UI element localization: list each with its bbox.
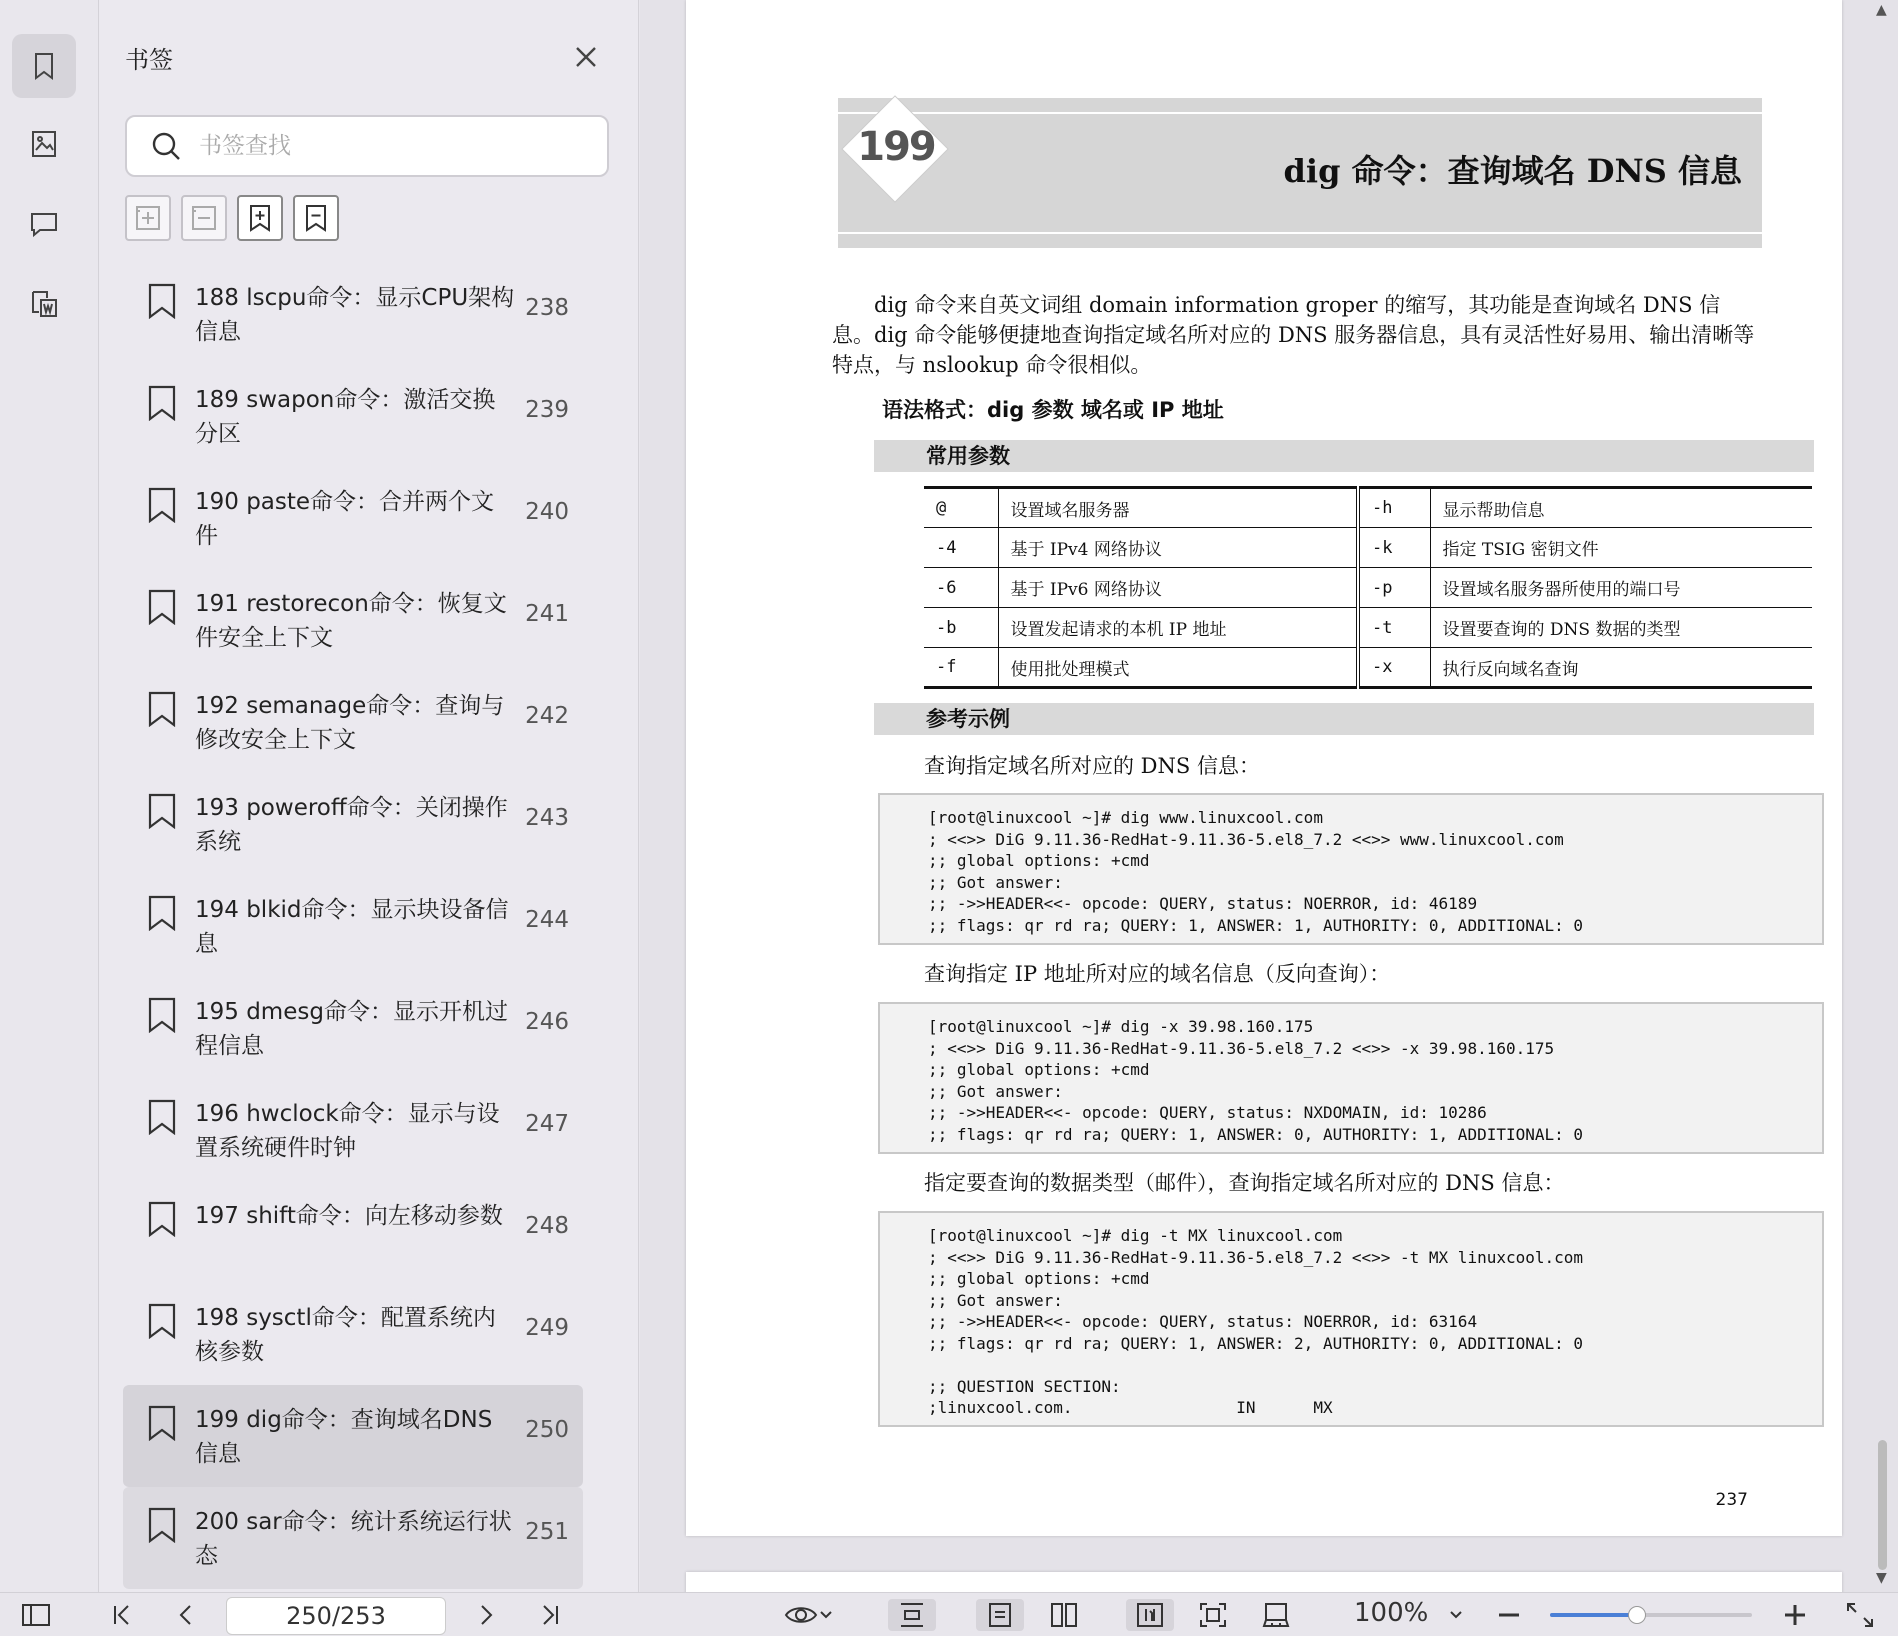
- zoom-slider-fill: [1550, 1613, 1637, 1617]
- scrollbar-thumb[interactable]: [1878, 1440, 1887, 1570]
- bookmark-icon: [147, 895, 177, 931]
- param-desc: 基于 IPv6 网络协议: [998, 568, 1358, 608]
- bookmark-search-input[interactable]: [199, 133, 579, 159]
- two-page-button[interactable]: [1046, 1599, 1082, 1631]
- comment-panel-button[interactable]: [12, 192, 76, 256]
- example-label: 查询指定 IP 地址所对应的域名信息（反向查询）：: [924, 962, 1391, 986]
- bookmark-page: 241: [525, 601, 569, 627]
- param-desc: 基于 IPv4 网络协议: [998, 528, 1358, 568]
- last-page-button[interactable]: [534, 1599, 566, 1631]
- code-block: [root@linuxcool ~]# dig www.linuxcool.com ; <<>> DiG 9.11.36-RedHat-9.11.36-5.el8_7.2 <<>> www.linuxcool.com ;; global options: +cmd ;; Got answer: ;; ->>HEADER<<- opcode: QUERY, status: NOERROR, id: 46189 ;; flags: qr rd ra; QUERY: 1, ANSWER: 1, AUTHORITY: 0, ADDITIONAL: 0: [878, 793, 1824, 945]
- bookmark-icon: [147, 691, 177, 727]
- params-table: [924, 486, 1812, 689]
- code-block: [root@linuxcool ~]# dig -t MX linuxcool.com ; <<>> DiG 9.11.36-RedHat-9.11.36-5.el8_7.2 <<>> -t MX linuxcool.com ;; global options: +cmd ;; Got answer: ;; ->>HEADER<<- opcode: QUERY, status: NOERROR, id: 63164 ;; flags: qr rd ra; QUERY: 1, ANSWER: 2, AUTHORITY: 0, ADDITIONAL: 0 ;; QUESTION SECTION: ;linuxcool.com. IN MX: [878, 1211, 1824, 1427]
- sidebar-icon: [21, 1602, 51, 1628]
- chapter-number: 199: [857, 124, 935, 170]
- bookmark-icon: [28, 50, 60, 82]
- param-option: -p: [1358, 568, 1430, 608]
- param-option: -4: [924, 528, 998, 568]
- bookmark-icon: [147, 793, 177, 829]
- document-viewport: [640, 0, 1898, 1592]
- chevron-down-icon: [818, 1602, 834, 1628]
- chapter-title: dig 命令：查询域名 DNS 信息: [1283, 152, 1742, 190]
- bookmark-page: 239: [525, 397, 569, 423]
- bookmark-label: 196 hwclock命令：显示与设置系统硬件时钟: [195, 1101, 500, 1161]
- bookmark-item[interactable]: [123, 263, 583, 365]
- bookmark-page: 246: [525, 1009, 569, 1035]
- bookmark-label: 197 shift命令：向左移动参数: [195, 1203, 503, 1229]
- param-option: -t: [1358, 608, 1430, 648]
- bookmark-item[interactable]: [123, 671, 583, 773]
- bookmark-page: 243: [525, 805, 569, 831]
- bookmark-icon: [147, 1405, 177, 1441]
- bookmark-item[interactable]: [123, 1079, 583, 1181]
- collapse-all-button[interactable]: [181, 195, 227, 241]
- chevron-left-icon: [174, 1602, 198, 1628]
- param-desc: 执行反向域名查询: [1442, 659, 1579, 680]
- bookmark-page: 240: [525, 499, 569, 525]
- bookmark-item[interactable]: [123, 467, 583, 569]
- bookmark-label: 190 paste命令：合并两个文件: [195, 489, 495, 549]
- bookmark-icon: [147, 1201, 177, 1237]
- bookmark-icon: [147, 385, 177, 421]
- bookmark-icon: [147, 1099, 177, 1135]
- bookmark-search: [125, 115, 609, 177]
- comment-icon: [28, 208, 60, 240]
- close-panel-button[interactable]: [571, 42, 601, 72]
- examples-heading: 参考示例: [874, 703, 1814, 735]
- bookmark-label: 195 dmesg命令：显示开机过程信息: [195, 999, 508, 1059]
- bookmark-panel: [99, 0, 639, 1592]
- bookmark-label: 192 semanage命令：查询与修改安全上下文: [195, 693, 505, 753]
- param-desc: 显示帮助信息: [1430, 488, 1812, 528]
- bookmark-page: 250: [525, 1417, 569, 1443]
- zoom-level[interactable]: 100%: [1354, 1598, 1429, 1628]
- bookmark-icon: [147, 1507, 177, 1543]
- bookmark-icon: [147, 589, 177, 625]
- bookmark-item[interactable]: [123, 875, 583, 977]
- param-option: -x: [1358, 648, 1430, 688]
- bookmark-page: 244: [525, 907, 569, 933]
- fit-page-icon: [1198, 1601, 1228, 1629]
- example-label: 指定要查询的数据类型（邮件），查询指定域名所对应的 DNS 信息：: [924, 1171, 1565, 1195]
- expand-all-icon: [133, 203, 163, 233]
- two-page-icon: [1049, 1601, 1079, 1629]
- first-page-icon: [110, 1602, 134, 1628]
- remove-bookmark-icon: [301, 203, 331, 233]
- bookmark-page: 247: [525, 1111, 569, 1137]
- param-desc: 设置发起请求的本机 IP 地址: [998, 608, 1358, 648]
- thumbnail-panel-button[interactable]: [12, 112, 76, 176]
- table-row: [924, 608, 1812, 648]
- image-icon: [28, 128, 60, 160]
- params-heading: 常用参数: [874, 440, 1814, 472]
- bookmark-panel-button[interactable]: [12, 34, 76, 98]
- expand-all-button[interactable]: [125, 195, 171, 241]
- add-bookmark-icon: [245, 203, 275, 233]
- bookmark-icon: [147, 283, 177, 319]
- bookmark-item[interactable]: [123, 1487, 583, 1589]
- convert-word-icon: [28, 288, 60, 320]
- remove-bookmark-button[interactable]: [293, 195, 339, 241]
- param-option: -b: [924, 608, 998, 648]
- view-mode-dropdown[interactable]: [780, 1599, 838, 1631]
- minus-icon: [1496, 1602, 1522, 1628]
- convert-word-button[interactable]: [12, 272, 76, 336]
- continuous-scroll-button[interactable]: [1126, 1599, 1174, 1631]
- param-option: -h: [1358, 488, 1430, 528]
- next-page-button[interactable]: [470, 1599, 502, 1631]
- zoom-dropdown[interactable]: [1444, 1599, 1468, 1631]
- fullscreen-icon: [1845, 1601, 1875, 1629]
- zoom-in-button[interactable]: [1780, 1599, 1810, 1631]
- collapse-all-icon: [189, 203, 219, 233]
- bookmark-label: 193 poweroff命令：关闭操作系统: [195, 795, 508, 855]
- param-option: @: [924, 488, 998, 528]
- zoom-slider[interactable]: [1550, 1613, 1752, 1617]
- bookmark-icon: [147, 487, 177, 523]
- toggle-sidebar-button[interactable]: [18, 1599, 54, 1631]
- bookmark-page: 251: [525, 1519, 569, 1545]
- code-block: [root@linuxcool ~]# dig -x 39.98.160.175 ; <<>> DiG 9.11.36-RedHat-9.11.36-5.el8_7.2 <<>> -x 39.98.160.175 ;; global options: +cmd ;; Got answer: ;; ->>HEADER<<- opcode: QUERY, status: NXDOMAIN, id: 10286 ;; flags: qr rd ra; QUERY: 1, ANSWER: 0, AUTHORITY: 1, ADDITIONAL: 0: [878, 1002, 1824, 1154]
- bookmark-item[interactable]: [123, 773, 583, 875]
- bookmark-label: 189 swapon命令：激活交换分区: [195, 387, 496, 447]
- table-row: [924, 568, 1812, 608]
- fit-width-icon: [897, 1601, 927, 1629]
- param-desc: 设置要查询的 DNS 数据的类型: [1430, 608, 1812, 648]
- left-icon-rail: [0, 0, 99, 1592]
- bookmark-label: 198 sysctl命令：配置系统内核参数: [195, 1305, 496, 1365]
- bookmark-label: 200 sar命令：统计系统运行状态: [195, 1509, 512, 1569]
- search-icon: [149, 129, 183, 163]
- page-number-input[interactable]: 250/253: [226, 1597, 446, 1635]
- rotate-page-button[interactable]: [1258, 1599, 1294, 1631]
- table-row: [924, 648, 1812, 688]
- chevron-down-icon: [1448, 1602, 1464, 1628]
- param-option: -6: [924, 568, 998, 608]
- bookmark-label: 188 lscpu命令：显示CPU架构信息: [195, 285, 515, 345]
- add-bookmark-button[interactable]: [237, 195, 283, 241]
- continuous-scroll-icon: [1135, 1601, 1165, 1629]
- bottom-toolbar: [0, 1592, 1898, 1636]
- first-page-button[interactable]: [106, 1599, 138, 1631]
- fullscreen-button[interactable]: [1842, 1599, 1878, 1631]
- pdf-page: [686, 0, 1842, 1536]
- zoom-slider-knob[interactable]: [1628, 1606, 1646, 1624]
- scroll-down-icon[interactable]: ▼: [1876, 1570, 1887, 1586]
- param-desc: 指定 TSIG 密钥文件: [1430, 528, 1812, 568]
- bookmark-list: [123, 263, 583, 1589]
- bookmark-item-selected[interactable]: [123, 1385, 583, 1487]
- bookmark-page: 248: [525, 1213, 569, 1239]
- table-row: [924, 528, 1812, 568]
- panel-title: 书签: [125, 46, 173, 74]
- param-option: -f: [924, 648, 998, 688]
- param-desc: 使用批处理模式: [998, 648, 1358, 688]
- bookmark-icon: [147, 1303, 177, 1339]
- param-option: -k: [1358, 528, 1430, 568]
- fit-page-button[interactable]: [1196, 1599, 1230, 1631]
- close-icon: [571, 42, 601, 72]
- bookmark-page: 249: [525, 1315, 569, 1341]
- table-row: [924, 488, 1812, 528]
- eye-icon: [784, 1602, 818, 1628]
- last-page-icon: [538, 1602, 562, 1628]
- bookmark-item[interactable]: [123, 977, 583, 1079]
- document-scrollbar[interactable]: [1876, 0, 1890, 1592]
- bookmark-page: 242: [525, 703, 569, 729]
- bookmark-label: 194 blkid命令：显示块设备信息: [195, 897, 509, 957]
- plus-icon: [1782, 1602, 1808, 1628]
- rotate-icon: [1261, 1601, 1291, 1629]
- bookmark-icon: [147, 997, 177, 1033]
- bookmark-tools: [125, 195, 339, 241]
- param-desc: 设置域名服务器: [998, 488, 1358, 528]
- scroll-up-icon[interactable]: ▲: [1876, 2, 1887, 18]
- example-label: 查询指定域名所对应的 DNS 信息：: [924, 754, 1260, 778]
- fit-width-button[interactable]: [888, 1599, 936, 1631]
- bookmark-item[interactable]: [123, 365, 583, 467]
- bookmark-item[interactable]: [123, 1181, 583, 1283]
- bookmark-item[interactable]: [123, 1283, 583, 1385]
- bookmark-label: 199 dig命令：查询域名DNS信息: [195, 1407, 493, 1467]
- previous-page-button[interactable]: [170, 1599, 202, 1631]
- single-page-icon: [987, 1601, 1013, 1629]
- zoom-out-button[interactable]: [1494, 1599, 1524, 1631]
- page-number: 237: [1715, 1490, 1748, 1510]
- intro-paragraph: dig 命令来自英文词组 domain information groper 的缩写，其功能是查询域名 DNS 信息。dig 命令能够便捷地查询指定域名所对应的 DNS 服务器信息，具有灵活性好易用、输出清晰等特点，与 nslookup 命令很相似。: [832, 293, 1755, 377]
- single-page-button[interactable]: [976, 1599, 1024, 1631]
- bookmark-label: 191 restorecon命令：恢复文件安全上下文: [195, 591, 507, 651]
- bookmark-item[interactable]: [123, 569, 583, 671]
- param-desc: 设置域名服务器所使用的端口号: [1430, 568, 1812, 608]
- chevron-right-icon: [474, 1602, 498, 1628]
- bookmark-page: 238: [525, 295, 569, 321]
- syntax-line: 语法格式：dig 参数 域名或 IP 地址: [882, 398, 1224, 422]
